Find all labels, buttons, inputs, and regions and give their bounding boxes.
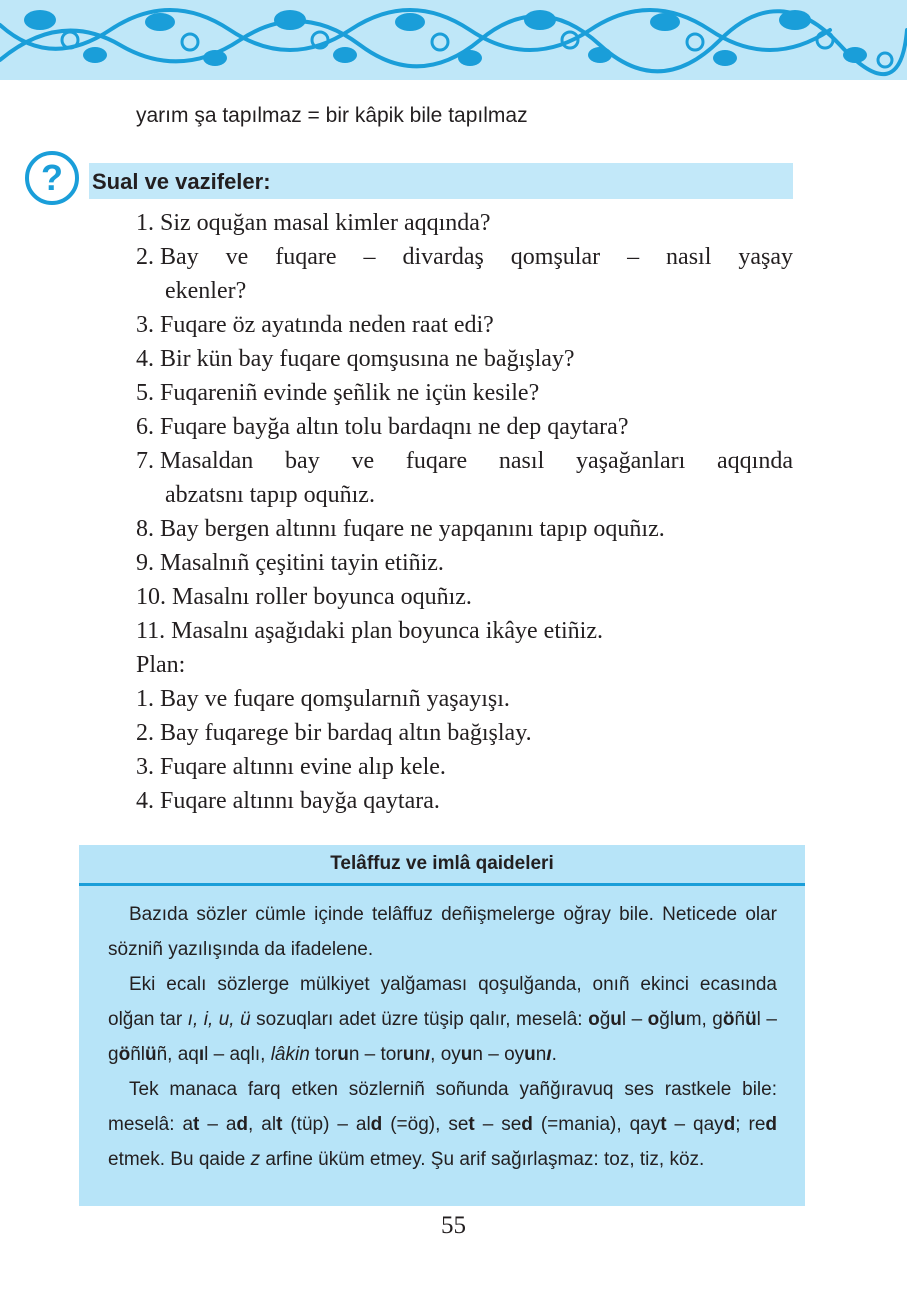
list-item: 4. Bir kün bay fuqare qomşusına ne bağışlay? [136,346,575,372]
list-item: 4. Fuqare altınnı bayğa qaytara. [136,788,440,814]
list-item: 1. Bay ve fuqare qomşularnıñ yaşayışı. [136,686,510,712]
list-item: 3. Fuqare altınnı evine alıp kele. [136,754,446,780]
page-number: 55 [441,1212,466,1239]
floral-ornament-icon [0,0,907,80]
rules-paragraph: Bazıda sözler cümle içinde telâffuz deñişmelerge oğray bile. Neticede olar sözniñ yazılışında da ifadelene. [108,904,777,960]
proverb-line: yarım şa tapılmaz = bir kâpik bile tapılmaz [136,104,528,127]
rules-paragraph: Tek manaca farq etken sözlerniñ soñunda yañğıravuq ses rastkele bile: meselâ: at – ad, alt (tüp) – ald (=ög), set – sed (=mania), qayt – qayd; red etmek. Bu qaide z arfine üküm etmey. Şu arif sağırlaşmaz: toz, tiz, köz. [108,1079,777,1170]
plan-label: Plan: [136,652,186,678]
list-item: 7. Masaldan bay ve fuqare nasıl yaşağanları aqqında [136,448,793,474]
list-item-continuation: abzatsnı tapıp oquñız. [165,482,375,508]
list-item: 5. Fuqareniñ evinde şeñlik ne içün kesile? [136,380,540,406]
list-item: 10. Masalnı roller boyunca oquñız. [136,584,472,610]
list-item: 3. Fuqare öz ayatında neden raat edi? [136,312,494,338]
question-mark-icon [24,150,80,206]
decorative-banner [0,0,907,80]
rules-title: Telâffuz ve imlâ qaideleri [330,853,554,874]
rules-box [79,845,805,1206]
list-item: 2. Bay ve fuqare – divardaş qomşular – nasıl yaşay [136,244,793,270]
section-title: Sual ve vazifeler: [92,169,271,194]
list-item: 8. Bay bergen altınnı fuqare ne yapqanını tapıp oquñız. [136,516,665,542]
list-item: 1. Siz oquğan masal kimler aqqında? [136,210,491,236]
svg-text:?: ? [41,157,63,198]
question-list [136,206,793,818]
rules-divider [79,883,805,886]
list-item: 6. Fuqare bayğa altın tolu bardaqnı ne dep qaytara? [136,414,629,440]
list-item: 9. Masalnıñ çeşitini tayin etiñiz. [136,550,444,576]
list-item: 2. Bay fuqarege bir bardaq altın bağışlay. [136,720,532,746]
rules-text [108,897,777,1177]
section-header [89,163,793,199]
list-item-continuation: ekenler? [165,278,247,304]
list-item: 11. Masalnı aşağıdaki plan boyunca ikâye etiñiz. [136,618,603,644]
rules-paragraph: Eki ecalı sözlerge mülkiyet yalğaması qoşulğanda, onıñ ekinci ecasında olğan tar ı, i, u, ü sozuqları adet üzre tüşip qalır, meselâ: oğul – oğlum, göñül – göñlüñ, aqıl – aqlı, lâkin torun – torunı, oyun – oyunı. [108,974,777,1065]
